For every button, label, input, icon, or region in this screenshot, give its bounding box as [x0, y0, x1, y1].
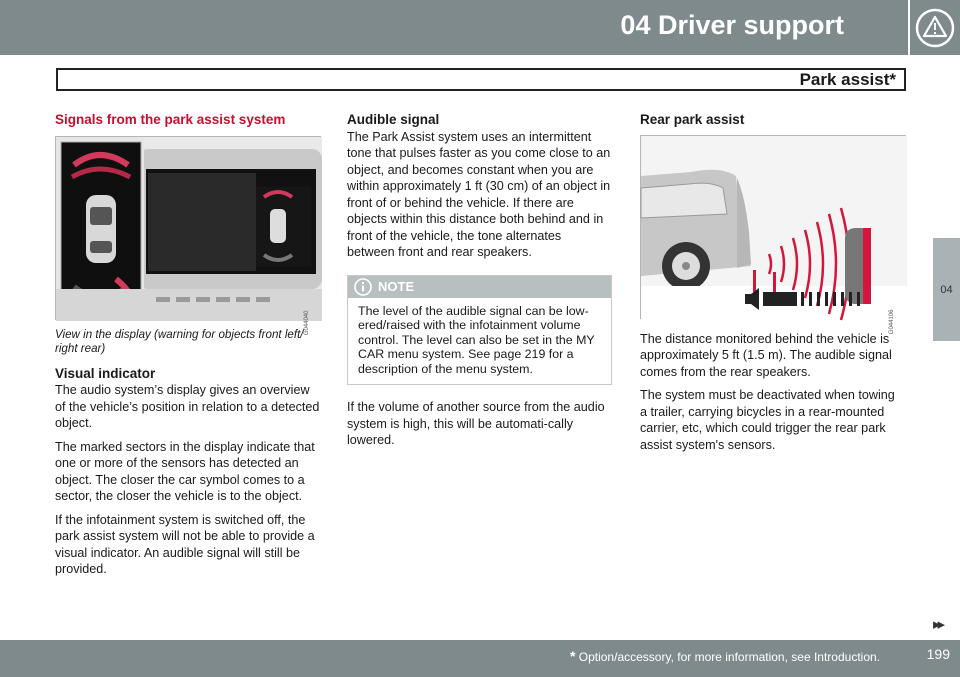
- side-tab-label: 04: [940, 283, 953, 296]
- section-heading: Rear park assist: [640, 112, 745, 127]
- paragraph: If the volume of another source from the audio system is high, this will be automati-cally lowered.: [347, 400, 605, 447]
- section-bar: [56, 68, 906, 91]
- side-tab-04[interactable]: [933, 238, 960, 341]
- header-bar: [0, 0, 908, 55]
- note-header: [348, 276, 611, 298]
- paragraph: The distance monitored behind the vehicle is approximately 5 ft (1.5 m). The audible signal comes from the rear speakers.: [640, 331, 892, 379]
- park-assist-display-figure: [55, 136, 321, 336]
- footer-note-text: Option/accessory, for more information, see Introduction.: [578, 650, 880, 664]
- display-illustration: [56, 137, 322, 321]
- page-number: 199: [926, 646, 950, 662]
- footer-star: *: [569, 648, 576, 664]
- section-heading: Audible signal: [347, 112, 440, 127]
- figure-code: G044040: [304, 310, 311, 336]
- note-text: The level of the audible signal can be low-ered/raised with the infotainment volume control. The level can also be set in the MY CAR menu system. See page 219 for a description of the menu system.: [358, 303, 595, 376]
- paragraph: The Park Assist system uses an intermittent tone that pulses faster as you come close to an object, and becomes constant when you are within approximately 1 ft (30 cm) of an object in front of or behind the vehicle. If there are objects within this distance both behind and in front of the vehicle, the tone alternates between front and rear speakers.: [347, 129, 611, 259]
- info-icon: [354, 278, 372, 296]
- rear-park-assist-figure: [640, 135, 906, 335]
- paragraph: If the infotainment system is switched off, the park assist system will not be able to provide a visual indicator. An audible signal will still be provided.: [55, 512, 315, 576]
- note-box: [347, 275, 612, 386]
- sub-heading: Visual indicator: [55, 365, 156, 381]
- paragraph: The audio system’s display gives an overview of the vehicle’s position in relation to a detected object.: [55, 383, 320, 430]
- paragraph: The marked sectors in the display indicate that one or more of the sensors has detected an object. The closer the car symbol comes to a sector, the closer the vehicle is to the object.: [55, 439, 315, 503]
- footer-note: [570, 648, 880, 664]
- figure-caption: View in the display (warning for objects front left/ right rear): [55, 327, 304, 355]
- next-page-arrows: ▸▸: [932, 616, 942, 633]
- column-1: [55, 112, 320, 585]
- section-title: Park assist*: [799, 70, 896, 89]
- warning-triangle-icon: [910, 0, 960, 55]
- column-3: [640, 112, 905, 460]
- paragraph: The system must be deactivated when towing a trailer, carrying bicycles in a rear-mounted carrier, etc, which could trigger the rear park assist system's sensors.: [640, 388, 895, 452]
- figure-code: G044106: [889, 309, 896, 335]
- section-heading: Signals from the park assist system: [55, 112, 286, 127]
- column-2: [347, 112, 612, 456]
- note-title: NOTE: [378, 278, 415, 294]
- rear-assist-illustration: [641, 136, 907, 320]
- chapter-title: 04 Driver support: [620, 10, 844, 40]
- footer-bar: [0, 640, 960, 677]
- side-tab-blank-lower: [933, 341, 960, 641]
